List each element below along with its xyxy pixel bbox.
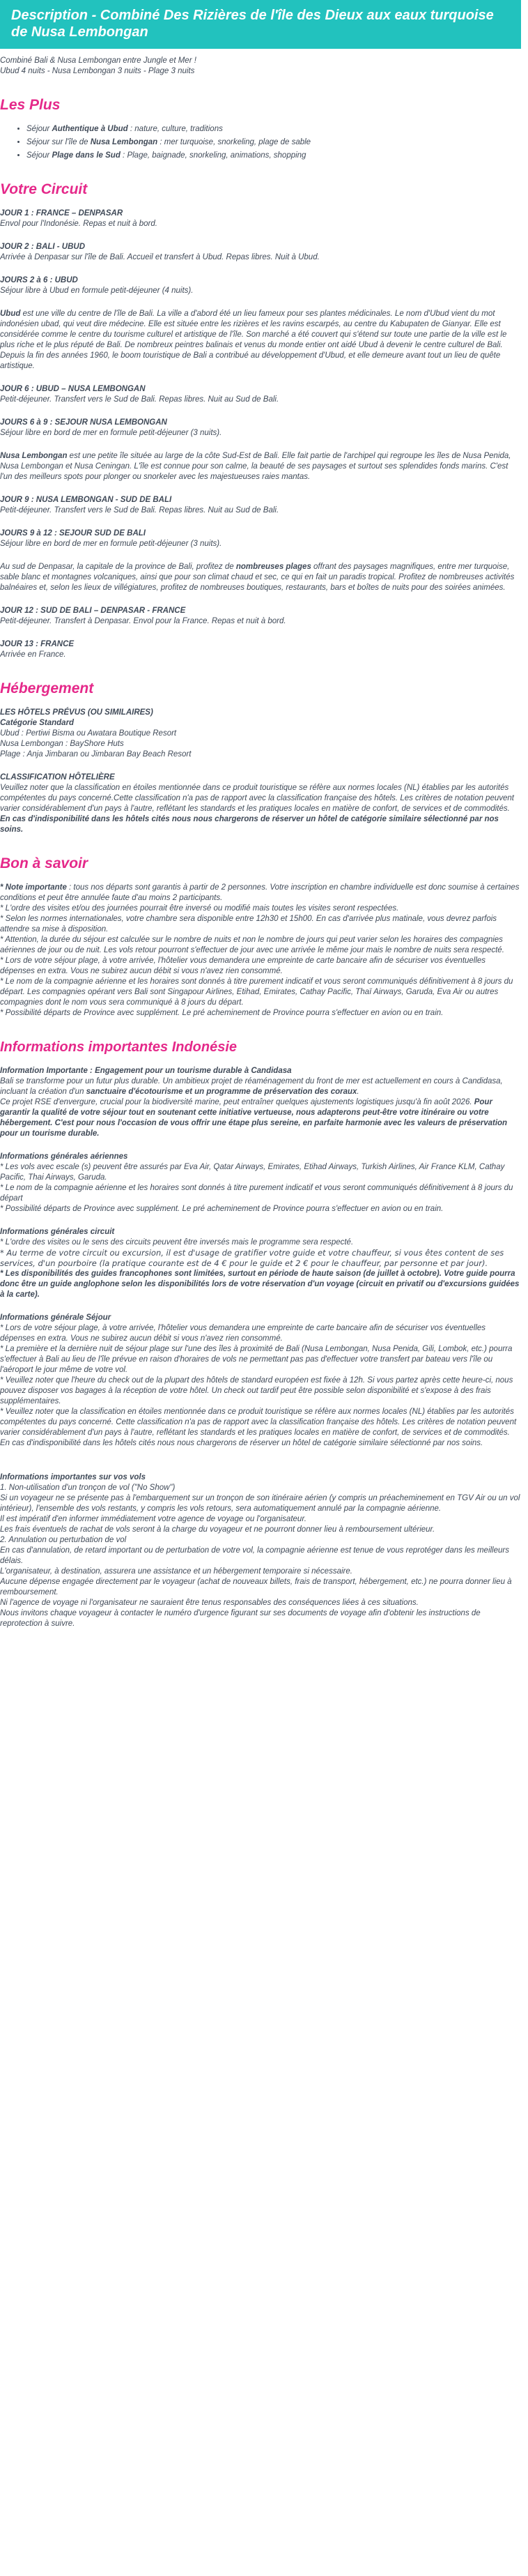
bon-line: * L'ordre des visites et/ou des journées pourrait être inversé ou modifié mais toutes les visites seront respectées. [0,904,399,913]
section-title-bon: Bon à savoir [0,855,88,871]
section-title-infos: Informations importantes Indonésie [0,1039,238,1055]
description-banner [0,0,521,49]
nusa-description: Nusa Lembongan est une petite île située au large de la côte Sud-Est de Bali. Elle fait partie de l'archipel qui regroupe les îles de Nusa Penida, Nusa Lembongan et Nusa Ceningan. L'île est connue pour son calme, la beauté de ses paysages et surtout ses splendides fonds marins. C'est l'un des meilleurs spots pour plonger ou snorkeler avec les majestueuses raies mantas. [0,452,511,481]
day-block: JOURS 9 à 12 : SEJOUR SUD DE BALI Séjour libre en bord de mer en formule petit-déjeuner (3 nuits). [0,529,222,548]
south-description: Au sud de Denpasar, la capitale de la province de Bali, profitez de nombreuses plages offrant des paysages magnifiques, entre mer turquoise, sable blanc et montagnes volcaniques, ainsi que pour son climat chaud et sec, ce qui en fait un paradis tropical. Profitez de nombreuses activités balnéaires et, selon les lieux de villégiatures, profitez de nombreuses boutiques, restaurants, bars et boîtes de nuits pour des soirées animées. [0,563,515,592]
gen-sejour-block: Informations générale Séjour * Lors de votre séjour plage, à votre arrivée, l'hôtelier vous demandera une empreinte de carte bancaire afin de sécuriser vos éventuelles dépenses en extra. Vous ne subirez aucun débit si vous n'avez rien consommé. * La première et la dernière nuit de séjour plage sur l'une des îles à proximité de Bali (Nusa Lembongan, Nusa Penida, Gili, Lombok, etc.) pourra s'effectuer à Bali au lieu de l'île prévue en raison d'horaires de vols ne permettant pas pas d'effectuer votre transfert par bateau vers l'île ou l'aéroport le jour même de votre vol. * Veuillez noter que l'heure du check out de la plupart des hôtels de standard européen est fixée à 12h. Si vous partez après cette heure-ci, nous pouvez disposer vos bagages à la réception de votre hôtel. Un check out tardif peut être possible selon disponibilité et s'expose à des frais supplémentaires. * Veuillez noter que la classification en étoiles mentionnée dans ce produit touristique se réfère aux normes locales (NL) établies par les autorités compétentes du pays concerné. Cette classification n'a pas de rapport avec la classification française des hôtels. Les critères de notation peuvent varier considérablement d'un pays à l'autre, reflétant les standards et les pratiques locales en matière de confort, de services et de commodités. En cas d'indisponibilité dans les hôtels cités nous nous chargerons de réserver un hôtel de catégorie similaire sélectionné par nos soins. [0,1313,517,1447]
bon-line: * Possibilité départs de Province avec supplément. Le pré acheminement de Province pourra s'effectuer en avion ou en train. [0,1009,444,1017]
gen-aerienne-block: Informations générales aériennes * Les vols avec escale (s) peuvent être assurés par Eva Air, Qatar Airways, Emirates, Etihad Airways, Turkish Airlines, Air France KLM, Cathay Pacific, Thai Airways, Garuda. * Le nom de la compagnie aérienne et les horaires sont donnés à titre purement indicatif et vous seront communiqués définitivement à 8 jours du départ * Possibilité départs de Province avec supplément. Le pré acheminement de Province pourra s'effectuer en avion ou en train. [0,1152,513,1213]
day-block: JOUR 13 : FRANCE Arrivée en France. [0,640,75,659]
engagement-block: Information Importante : Engagement pour un tourisme durable à Candidasa Bali se transforme pour un futur plus durable. Un ambitieux projet de réaménagement du front de mer est actuellement en cours à Candidasa, incluant la création d'un sanctuaire d'écotourisme et un programme de préservation des coraux. Ce projet RSE d'envergure, crucial pour la biodiversité marine, peut entraîner quelques ajustements logistiques jusqu'à fin août 2026. Pour garantir la qualité de votre séjour tout en soutenant cette initiative vertueuse, nous adapterons peut-être votre itinéraire ou votre hébergement. C'est pour nous l'occasion de vous offrir une étape plus sereine, en parfaite harmonie avec les valeurs de préservation pour un tourisme durable. [0,1067,508,1138]
day-block: JOURS 2 à 6 : UBUD Séjour libre à Ubud en formule petit-déjeuner (4 nuits). [0,276,194,295]
bon-line: * Le nom de la compagnie aérienne et les horaires sont donnés à titre purement indicatif et vous seront communiqués définitivement à 8 jours du départ. Les compagnies opérant vers Bali sont Singapour Airlines, Etihad, Emirates, Cathay Pacific, Thaï Airways, Garuda, Eva Air ou autres compagnies dont le nom vous sera communiqué à 8 jours du départ. [0,977,513,1007]
intro-line: Ubud 4 nuits - Nusa Lembongan 3 nuits - Plage 3 nuits [0,67,195,75]
vols-block: Informations importantes sur vos vols 1. Non-utilisation d'un tronçon de vol ("No Show") Si un voyageur ne se présente pas à l'embarquement sur un tronçon de son itinéraire aérien (y compris un préacheminement en TGV Air ou un vol intérieur), l'ensemble des vols restants, y compris les vols retours, sera automatiquement annulé par la compagnie aérienne. Il est impératif d'en informer immédiatement votre agence de voyage ou l'organisateur. Les frais éventuels de rachat de vols seront à la charge du voyageur et ne pourront donner lieu à remboursement ultérieur. 2. Annulation ou perturbation de vol En cas d'annulation, de retard important ou de perturbation de votre vol, la compagnie aérienne est tenue de vous reprotéger dans les meilleurs délais. L'organisateur, à destination, assurera une assistance et un hébergement temporaire si nécessaire. Aucune dépense engagée directement par le voyageur (achat de nouveaux billets, frais de transport, hébergement, etc.) ne pourra donner lieu à remboursement. Ni l'agence de voyage ni l'organisateur ne sauraient être tenus responsables des conséquences liées à ces situations. Nous invitons chaque voyageur à contacter le numéro d'urgence figurant sur ses documents de voyage afin d'obtenir les instructions de reprotection à suivre. [0,1473,520,1628]
bon-line: * Selon les normes internationales, votre chambre sera disponible entre 12h30 et 15h00. En cas d'arrivée plus matinale, vous devrez parfois attendre sa mise à disposition. [0,915,497,933]
section-title-circuit: Votre Circuit [0,181,88,197]
plus-item: • Séjour sur l'île de Nusa Lembongan : mer turquoise, snorkeling, plage de sable [26,137,521,148]
section-title-hebergement: Hébergement [0,680,94,696]
classification-block: CLASSIFICATION HÔTELIÈRE Veuillez noter que la classification en étoiles mentionnée dans ce produit touristique se réfère aux normes locales (NL) établies par les autorités compétentes du pays concerné.Cette classification n'a pas de rapport avec la classification française des hôtels. Les critères de notation peuvent varier considérablement d'un pays à l'autre, reflétant les standards et les pratiques locales en matière de confort, de services et de commodités. En cas d'indisponibilité dans les hôtels cités nous nous chargerons de réserver un hôtel de catégorie similaire sélectionné par nos soins. [0,773,514,834]
spacer [0,1461,521,1472]
bon-block [0,883,521,1019]
hotels-block: LES HÔTELS PRÉVUS (OU SIMILAIRES) Catégorie Standard Ubud : Pertiwi Bisma ou Awatara Boutique Resort Nusa Lembongan : BayShore Huts Plage : Anja Jimbaran ou Jimbaran Bay Beach Resort [0,708,192,759]
section-title-plus: Les Plus [0,97,61,113]
day-block: JOUR 1 : FRANCE – DENPASAR Envol pour l'Indonésie. Repas et nuit à bord. [0,209,157,228]
plus-list [0,124,521,161]
main-content [0,49,521,1629]
intro [0,56,521,77]
intro-line: Combiné Bali & Nusa Lembongan entre Jungle et Mer ! [0,56,196,65]
banner-title: Description - Combiné Des Rizières de l'île des Dieux aux eaux turquoise de Nusa Lembongan [11,8,494,40]
ubud-description: Ubud est une ville du centre de l'île de Bali. La ville a d'abord été un lieu fameux pour ses plantes médicinales. Le nom d'Ubud vient du mot indonésien ubad, qui veut dire médecine. Elle est située entre les rizières et les ravins escarpés, au centre du Kabupaten de Gianyar. Elle est considérée comme le centre du tourisme culturel et artistique de l'île. Son marché a été couvert qui s'étend sur toute une partie de la ville est le plus riche et le plus réputé de Bali. De nombreux peintres balinais et venus du monde entier ont aidé Ubud à devenir le centre culturel de Bali. Depuis la fin des années 1960, le boom touristique de Bali a contribué au développement d'Ubud, et elle demeure avant tout un lieu de quête artistique. [0,310,507,370]
plus-item: • Séjour Authentique à Ubud : nature, culture, traditions [26,124,521,135]
gen-circuit-block: Informations générales circuit * L'ordre des visites ou le sens des circuits peuvent être inversés mais le programme sera respecté. * Au terme de votre circuit ou excursion, il est d'usage de gratifier votre guide et votre chauffeur, si vous êtes content de ses services, d'un pourboire (la pratique courante est de 4 € pour le guide et 2 € pour le chauffeur, par personne et par jour). * Les disponibilités des guides francophones sont limitées, surtout en période de haute saison (de juillet à octobre). Votre guide pourra donc être un guide anglophone selon les disponibilités lors de votre réservation d'un voyage (circuit en privatif ou d'excursions guidées à la carte). [0,1228,520,1299]
bon-line: * Attention, la durée du séjour est calculée sur le nombre de nuits et non le nombre de jours qui peut varier selon les horaires des compagnies aériennes de jour ou de nuit. Les vols retour pourront s'effectuer de jour avec une arrivée le même jour mais le nombre de nuits sera respecté. [0,936,504,954]
bon-line: * Note importante : tous nos départs sont garantis à partir de 2 personnes. Votre inscription en chambre individuelle est donc soumise à certaines conditions et peut être annulée faute d'au moins 2 participants. [0,883,520,902]
day-block: JOURS 6 à 9 : SEJOUR NUSA LEMBONGAN Séjour libre en bord de mer en formule petit-déjeuner (3 nuits). [0,418,222,437]
day-block: JOUR 6 : UBUD – NUSA LEMBONGAN Petit-déjeuner. Transfert vers le Sud de Bali. Repas libres. Nuit au Sud de Bali. [0,385,279,404]
day-block: JOUR 2 : BALI - UBUD Arrivée à Denpasar sur l'île de Bali. Accueil et transfert à Ubud. Repas libres. Nuit à Ubud. [0,243,320,261]
day-block: JOUR 12 : SUD DE BALI – DENPASAR - FRANCE Petit-déjeuner. Transfert à Denpasar. Envol pour la France. Repas et nuit à bord. [0,607,286,625]
day-block: JOUR 9 : NUSA LEMBONGAN - SUD DE BALI Petit-déjeuner. Transfert vers le Sud de Bali. Repas libres. Nuit au Sud de Bali. [0,496,279,515]
bon-line: * Lors de votre séjour plage, à votre arrivée, l'hôtelier vous demandera une empreinte de carte bancaire afin de sécuriser vos éventuelles dépenses en extra. Vous ne subirez aucun débit si vous n'avez rien consommé. [0,957,486,975]
plus-item: • Séjour Plage dans le Sud : Plage, baignade, snorkeling, animations, shopping [26,151,521,161]
